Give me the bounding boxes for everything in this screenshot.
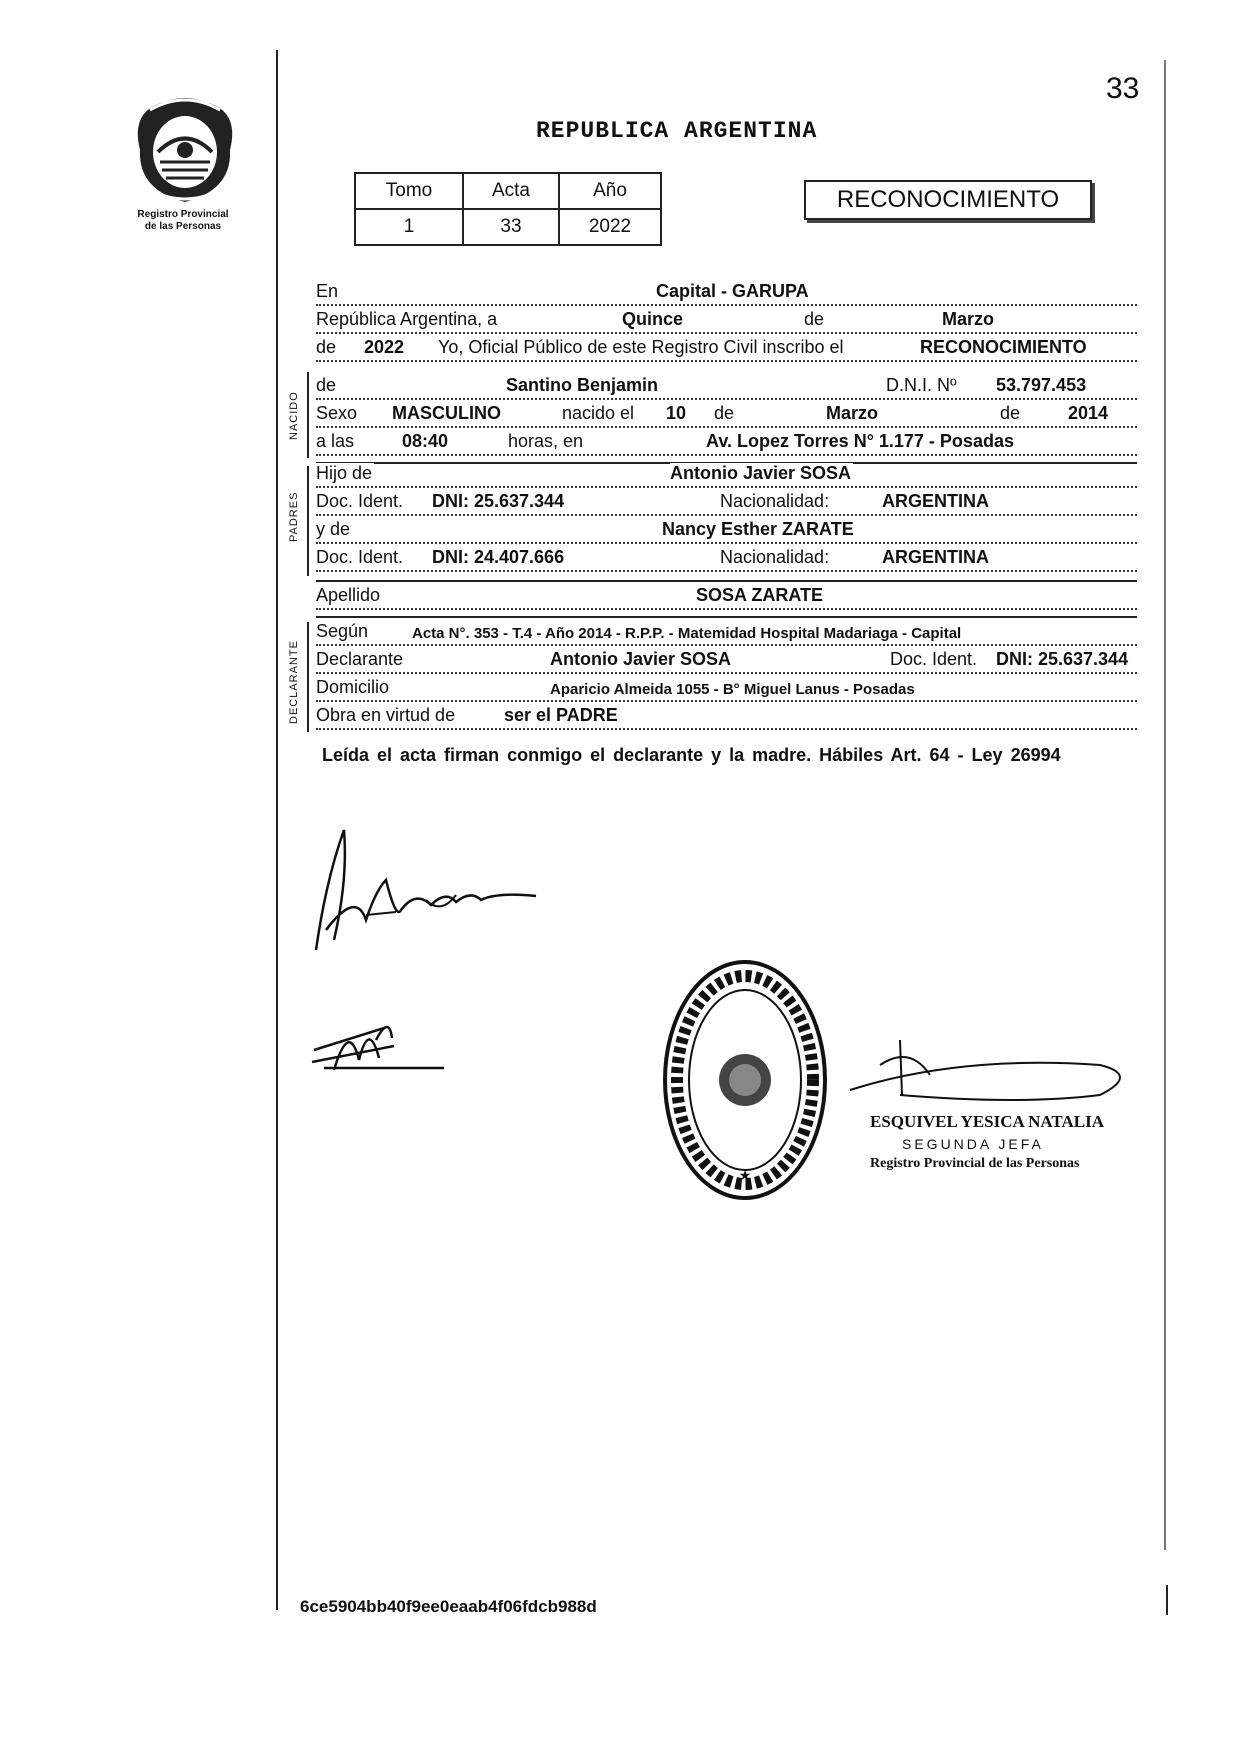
sexo-label: Sexo [316, 403, 358, 423]
row-domicilio [316, 678, 1137, 702]
document-title: REPUBLICA ARGENTINA [536, 118, 818, 144]
tomo-header: Tomo [355, 173, 463, 209]
mother-nationality: ARGENTINA [882, 547, 989, 567]
dni-label: D.N.I. Nº [886, 375, 957, 395]
row-horas [316, 432, 1137, 456]
republic-label: República Argentina, a [316, 309, 498, 329]
officer-signature [840, 1035, 1140, 1120]
record-table [354, 172, 662, 246]
birth-year: 2014 [1068, 403, 1109, 423]
hijo-label: Hijo de [316, 463, 373, 483]
doc-label-1: Doc. Ident. [316, 491, 404, 511]
obra-label: Obra en virtud de [316, 705, 456, 725]
birth-day: 10 [666, 403, 687, 423]
month-value: Marzo [942, 309, 995, 329]
seal-icon [660, 955, 830, 1205]
oficial-text: Yo, Oficial Público de este Registro Civil inscribo el [438, 337, 844, 357]
official-seal [660, 955, 830, 1210]
child-name: Santino Benjamin [506, 375, 659, 395]
horas-label: horas, en [508, 431, 584, 451]
ano-value: 2022 [559, 209, 661, 245]
row-segun [316, 622, 1137, 646]
father-name: Antonio Javier SOSA [670, 463, 852, 483]
acta-header: Acta [463, 173, 559, 209]
nacido-label: NACIDO [288, 391, 300, 440]
yde-label: y de [316, 519, 351, 539]
nacido-label-text: nacido el [562, 403, 635, 423]
signature-icon-2 [304, 1010, 454, 1080]
de-label-3: de [714, 403, 735, 423]
declarante-label-text: Declarante [316, 649, 404, 669]
logo-caption [118, 209, 248, 233]
doc-label-3: Doc. Ident. [890, 649, 978, 669]
left-margin-line [276, 50, 278, 1610]
logo-caption-line2: de las Personas [144, 221, 222, 232]
apellido-label: Apellido [316, 585, 381, 605]
declarante-bar [307, 622, 309, 732]
page-number: 33 [1106, 72, 1140, 105]
domicilio-label: Domicilio [316, 677, 390, 697]
tomo-value: 1 [355, 209, 463, 245]
day-value: Quince [622, 309, 684, 329]
father-nationality: ARGENTINA [882, 491, 989, 511]
separator-3 [316, 616, 1137, 618]
mother-name: Nancy Esther ZARATE [662, 519, 854, 539]
alas-label: a las [316, 431, 355, 451]
act-value: RECONOCIMIENTO [920, 337, 1087, 357]
row-mother-doc [316, 548, 1137, 572]
birth-month: Marzo [826, 403, 879, 423]
place-value: Capital - GARUPA [656, 281, 809, 301]
doc-label-2: Doc. Ident. [316, 547, 404, 567]
nacido-de-label: de [316, 375, 337, 395]
madre-signature [304, 1010, 454, 1085]
row-father-doc [316, 492, 1137, 516]
declarante-signature [296, 820, 556, 975]
mother-doc: DNI: 24.407.666 [432, 547, 565, 567]
birth-place: Av. Lopez Torres N° 1.177 - Posadas [706, 431, 1014, 451]
separator-2 [316, 580, 1137, 582]
closing-text: Leída el acta firman conmigo el declarante y la madre. Hábiles Art. 64 - Ley 26994 [322, 745, 1061, 765]
row-nacido-name [316, 376, 1137, 400]
de-label: de [804, 309, 825, 329]
row-declarante [316, 650, 1137, 674]
padres-bar [307, 466, 309, 576]
emblem-icon [120, 90, 250, 208]
row-fecha [316, 310, 1137, 334]
row-sexo [316, 404, 1137, 428]
father-doc: DNI: 25.637.344 [432, 491, 565, 511]
segun-value: Acta N°. 353 - T.4 - Año 2014 - R.P.P. - Matemidad Hospital Madariaga - Capital [412, 625, 962, 642]
birth-time: 08:40 [402, 431, 449, 451]
officer-role: SEGUNDA JEFA [902, 1136, 1044, 1152]
record-type-box: RECONOCIMIENTO [804, 180, 1092, 220]
acta-value: 33 [463, 209, 559, 245]
row-apellido [316, 586, 1137, 610]
declarante-doc: DNI: 25.637.344 [996, 649, 1129, 669]
officer-name: ESQUIVEL YESICA NATALIA [870, 1112, 1104, 1131]
signature-icon-3 [840, 1035, 1140, 1115]
de-label-2: de [316, 337, 337, 357]
nac-label-2: Nacionalidad: [720, 547, 830, 567]
de-label-4: de [1000, 403, 1021, 423]
obra-value: ser el PADRE [504, 705, 618, 725]
nac-label-1: Nacionalidad: [720, 491, 830, 511]
officer-office: Registro Provincial de las Personas [870, 1156, 1080, 1171]
en-label: En [316, 281, 339, 301]
right-margin-tick [1166, 1585, 1168, 1615]
svg-text:★: ★ [738, 1168, 752, 1184]
sexo-value: MASCULINO [392, 403, 501, 423]
province-emblem [120, 90, 250, 208]
apellido-value: SOSA ZARATE [696, 585, 824, 605]
row-hijo [316, 464, 1137, 488]
year-value: 2022 [364, 337, 405, 357]
declarante-label: DECLARANTE [288, 640, 300, 724]
document-hash: 6ce5904bb40f9ee0eaab4f06fdcb988d [300, 1597, 597, 1616]
row-madre [316, 520, 1137, 544]
right-margin-line [1164, 60, 1166, 1550]
domicilio-value: Aparicio Almeida 1055 - B° Miguel Lanus - Posadas [550, 681, 915, 698]
nacido-bar [307, 372, 309, 458]
signature-icon [296, 820, 556, 970]
segun-label: Según [316, 621, 369, 641]
declarante-name: Antonio Javier SOSA [550, 649, 732, 669]
logo-caption-line1: Registro Provincial [137, 209, 229, 220]
row-oficial [316, 338, 1137, 362]
padres-label: PADRES [288, 491, 300, 542]
child-dni: 53.797.453 [996, 375, 1087, 395]
ano-header: Año [559, 173, 661, 209]
row-obra [316, 706, 1137, 730]
row-en [316, 282, 1137, 306]
